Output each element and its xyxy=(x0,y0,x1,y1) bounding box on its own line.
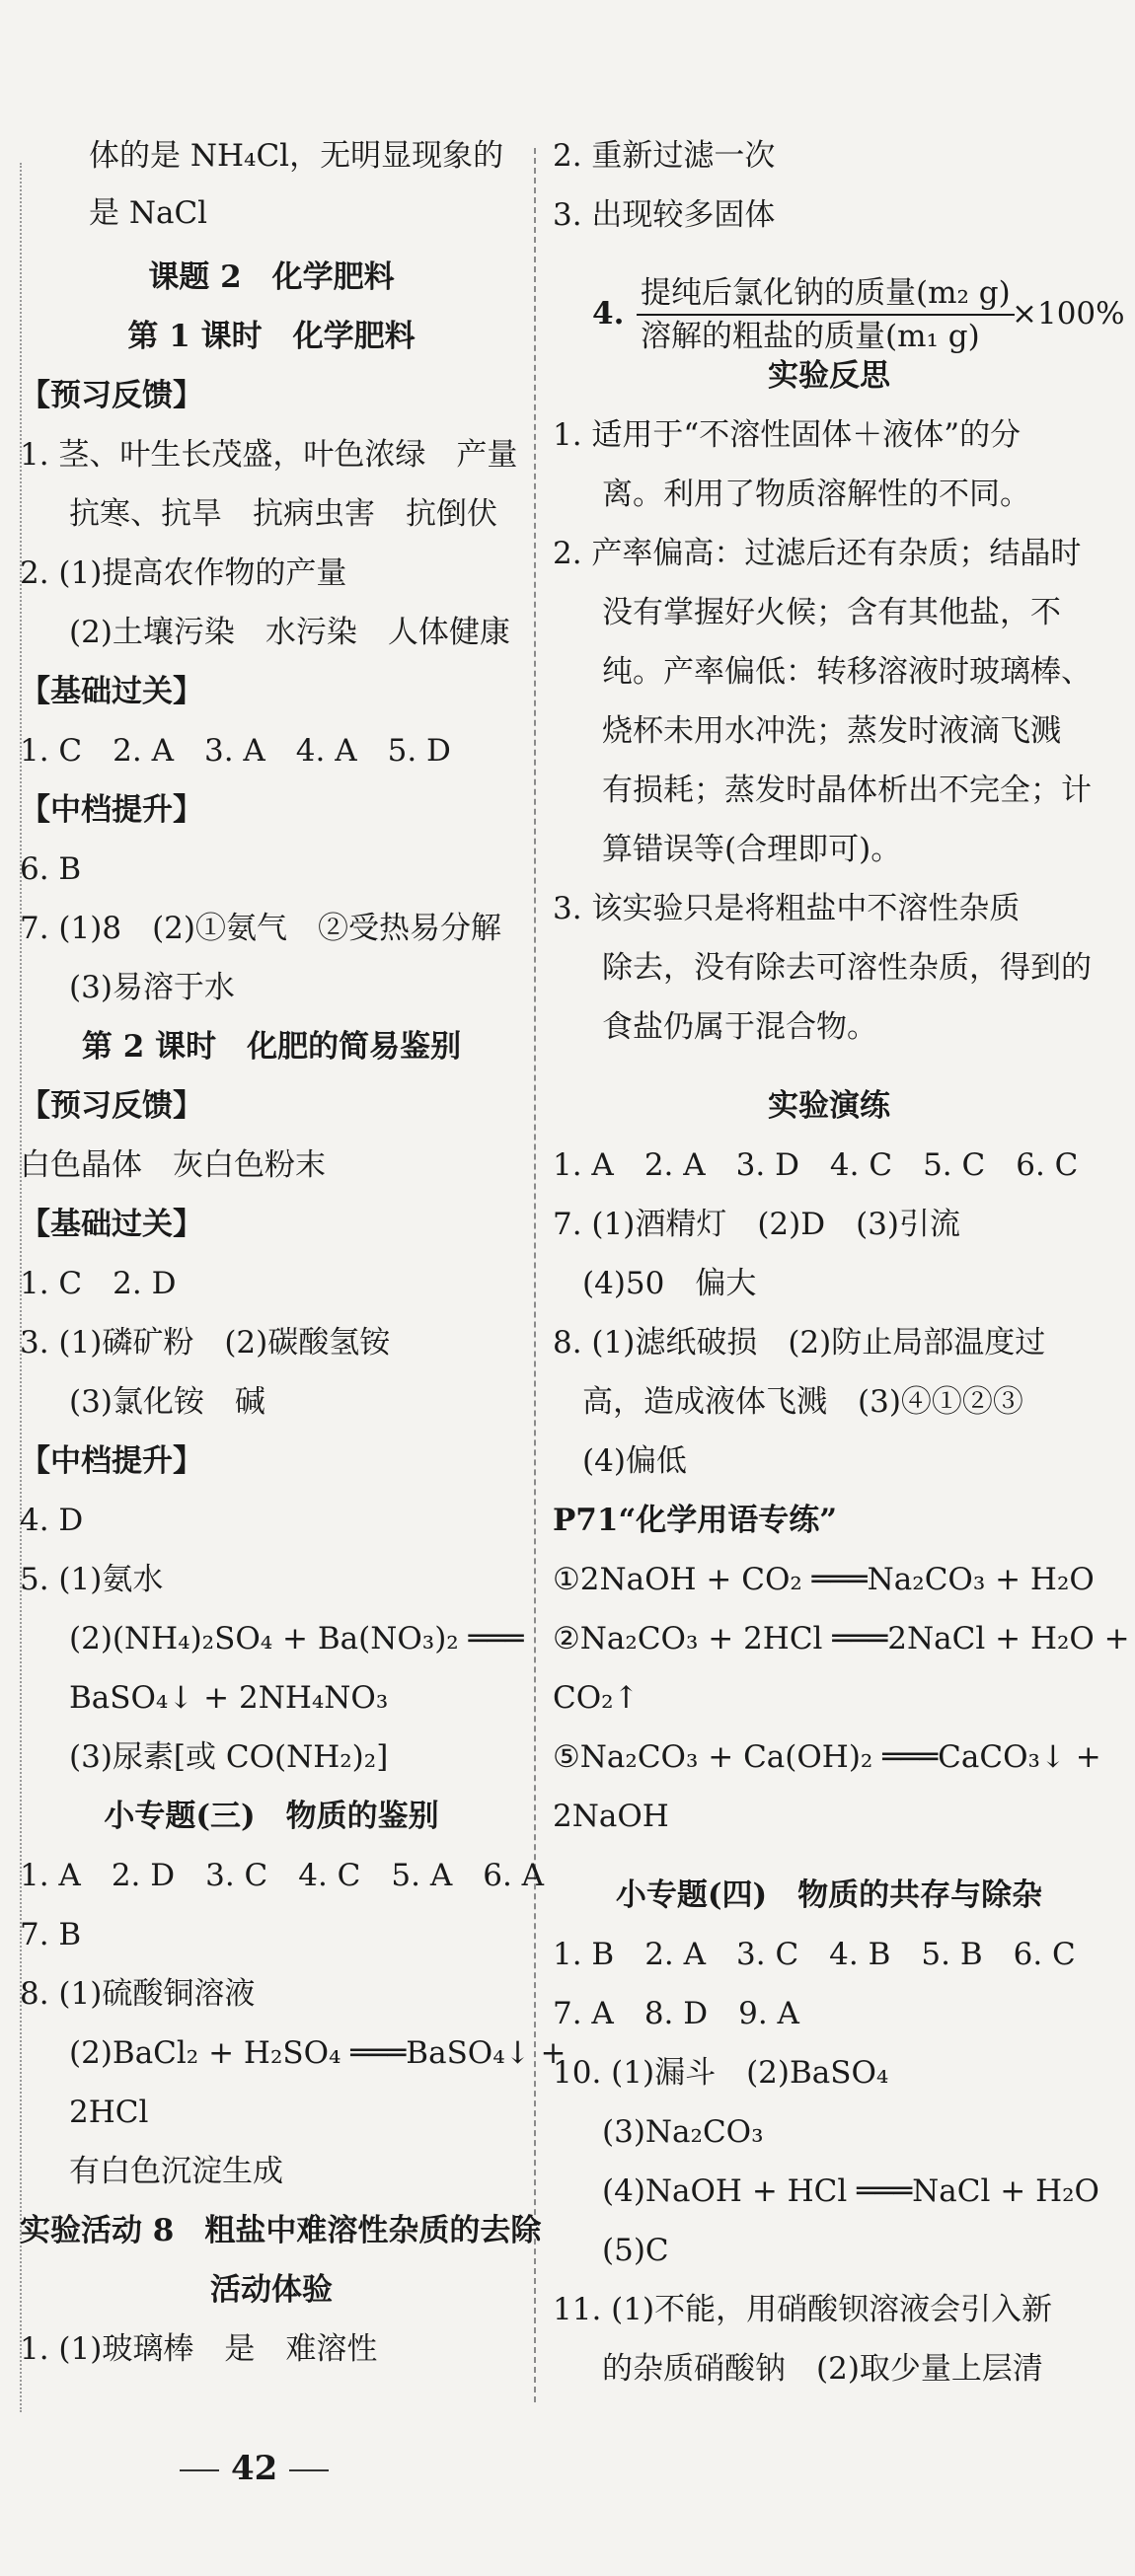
right-text-line: P71“化学用语专练” xyxy=(553,1503,838,1538)
right-text-line: 7. A 8. D 9. A xyxy=(553,1996,799,2031)
formula-denominator: 溶解的粗盐的质量(m₁ g) xyxy=(641,319,980,354)
right-text-line: 实验演练 xyxy=(768,1088,890,1124)
left-text-line: 1. C 2. D xyxy=(20,1266,177,1301)
left-text-line: 8. (1)硫酸铜溶液 xyxy=(20,1976,256,2012)
left-text-line: 抗寒、抗旱 抗病虫害 抗倒伏 xyxy=(69,496,497,532)
left-text-line: (2)(NH₄)₂SO₄ + Ba(NO₃)₂ ═══ xyxy=(69,1621,524,1656)
right-text-line: 算错误等(合理即可)。 xyxy=(602,832,902,867)
right-text-line: ⑤Na₂CO₃ + Ca(OH)₂ ═══CaCO₃↓ + xyxy=(553,1739,1101,1775)
left-text-line: 是 NaCl xyxy=(89,195,208,231)
left-text-line: (3)尿素[或 CO(NH₂)₂] xyxy=(69,1739,389,1775)
left-text-line: 7. B xyxy=(20,1917,82,1952)
left-text-line: 3. (1)磷矿粉 (2)碳酸氢铵 xyxy=(20,1325,391,1361)
left-text-line: 课题 2 化学肥料 xyxy=(148,259,395,295)
right-text-line: 11. (1)不能，用硝酸钡溶液会引入新 xyxy=(553,2292,1053,2327)
left-text-line: 【预习反馈】 xyxy=(20,378,203,413)
left-text-line: 小专题(三) 物质的鉴别 xyxy=(104,1799,439,1834)
right-text-line: 高，造成液体飞溅 (3)④①②③ xyxy=(582,1384,1023,1420)
formula-numerator: 提纯后氯化钠的质量(m₂ g) xyxy=(637,274,1015,316)
right-text-line: 1. B 2. A 3. C 4. B 5. B 6. C xyxy=(553,1937,1076,1972)
left-text-line: (3)易溶于水 xyxy=(69,970,235,1005)
left-text-line: 2. (1)提高农作物的产量 xyxy=(20,555,347,591)
left-text-line: 活动体验 xyxy=(210,2272,333,2308)
left-text-line: 有白色沉淀生成 xyxy=(69,2154,283,2189)
left-text-line: (2)土壤污染 水污染 人体健康 xyxy=(69,615,510,650)
right-text-line: 食盐仍属于混合物。 xyxy=(602,1009,877,1045)
left-text-line: 体的是 NH₄Cl，无明显现象的 xyxy=(89,138,504,174)
right-text-line: 烧杯未用水冲洗；蒸发时液滴飞溅 xyxy=(602,713,1061,749)
right-text-line: 3. 出现较多固体 xyxy=(553,197,776,233)
left-text-line: 5. (1)氨水 xyxy=(20,1562,164,1597)
left-text-line: 【中档提升】 xyxy=(20,1443,203,1479)
page-number-dash-right xyxy=(289,2469,329,2471)
page-number-dash-left xyxy=(180,2469,219,2471)
right-text-line: 小专题(四) 物质的共存与除杂 xyxy=(615,1877,1043,1913)
right-text-line: 3. 该实验只是将粗盐中不溶性杂质 xyxy=(553,891,1021,926)
left-text-line: 1. (1)玻璃棒 是 难溶性 xyxy=(20,2331,378,2367)
right-text-line: 1. 适用于“不溶性固体＋液体”的分 xyxy=(553,417,1022,453)
left-text-line: 实验活动 8 粗盐中难溶性杂质的去除 xyxy=(20,2213,542,2248)
right-text-line: 的杂质硝酸钠 (2)取少量上层清 xyxy=(602,2351,1043,2387)
page-number xyxy=(168,2449,340,2488)
formula-item-number: 4. xyxy=(592,296,625,331)
left-text-line: 1. C 2. A 3. A 4. A 5. D xyxy=(20,733,451,769)
left-text-line: 4. D xyxy=(20,1503,84,1538)
left-text-line: 1. A 2. D 3. C 4. C 5. A 6. A xyxy=(20,1858,545,1893)
right-text-line: 1. A 2. A 3. D 4. C 5. C 6. C xyxy=(553,1147,1079,1183)
right-text-line: (5)C xyxy=(602,2233,669,2268)
left-text-line: (3)氯化铵 碱 xyxy=(69,1384,265,1420)
left-text-line: 2HCl xyxy=(69,2095,149,2130)
left-text-line: 7. (1)8 (2)①氨气 ②受热易分解 xyxy=(20,911,501,946)
right-text-line: 2. 产率偏高：过滤后还有杂质；结晶时 xyxy=(553,536,1082,571)
left-text-line: 白色晶体 灰白色粉末 xyxy=(20,1147,326,1183)
left-text-line: 【中档提升】 xyxy=(20,792,203,828)
left-text-line: 1. 茎、叶生长茂盛，叶色浓绿 产量 xyxy=(20,437,518,473)
right-text-line: 7. (1)酒精灯 (2)D (3)引流 xyxy=(553,1207,961,1242)
left-text-line: 第 1 课时 化学肥料 xyxy=(127,319,416,354)
right-text-line: CO₂↑ xyxy=(553,1680,640,1716)
right-text-line: 没有掌握好火候；含有其他盐，不 xyxy=(602,595,1061,630)
formula-percent: ×100% xyxy=(1012,296,1125,331)
right-text-line: 2NaOH xyxy=(553,1799,669,1834)
page-number-text: 42 xyxy=(231,2449,278,2488)
right-text-line: (4)NaOH + HCl ═══NaCl + H₂O xyxy=(602,2173,1099,2209)
right-text-line: 实验反思 xyxy=(768,358,890,394)
left-text-line: 【预习反馈】 xyxy=(20,1088,203,1124)
right-text-line: 除去，没有除去可溶性杂质，得到的 xyxy=(602,950,1092,986)
left-text-line: 第 2 课时 化肥的简易鉴别 xyxy=(81,1029,462,1065)
right-text-line: 离。利用了物质溶解性的不同。 xyxy=(602,477,1030,512)
right-text-line: 2. 重新过滤一次 xyxy=(553,138,776,174)
left-text-line: 【基础过关】 xyxy=(20,674,203,709)
left-text-line: (2)BaCl₂ + H₂SO₄ ═══BaSO₄↓ + xyxy=(69,2035,567,2071)
left-text-line: 【基础过关】 xyxy=(20,1207,203,1242)
right-text-line: 8. (1)滤纸破损 (2)防止局部温度过 xyxy=(553,1325,1046,1361)
right-text-line: (4)50 偏大 xyxy=(582,1266,757,1301)
right-text-line: 纯。产率偏低：转移溶液时玻璃棒、 xyxy=(602,654,1092,690)
right-text-line: (4)偏低 xyxy=(582,1443,687,1479)
left-text-line: 6. B xyxy=(20,851,82,887)
right-text-line: 10. (1)漏斗 (2)BaSO₄ xyxy=(553,2055,889,2091)
left-text-line: BaSO₄↓ + 2NH₄NO₃ xyxy=(69,1680,389,1716)
right-text-line: (3)Na₂CO₃ xyxy=(602,2114,764,2150)
right-text-line: ①2NaOH + CO₂ ═══Na₂CO₃ + H₂O xyxy=(553,1562,1095,1597)
right-text-line: ②Na₂CO₃ + 2HCl ═══2NaCl + H₂O + xyxy=(553,1621,1130,1656)
right-text-line: 有损耗；蒸发时晶体析出不完全；计 xyxy=(602,773,1092,808)
